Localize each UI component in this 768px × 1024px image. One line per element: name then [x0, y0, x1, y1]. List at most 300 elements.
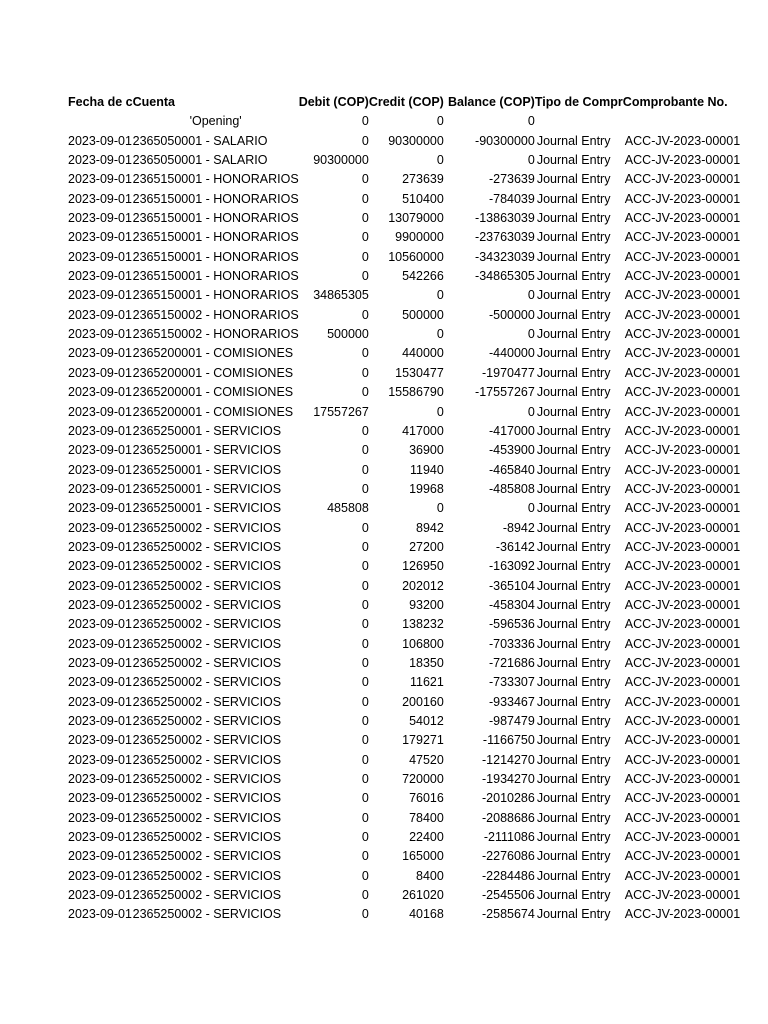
- cell-comprobante[interactable]: ACC-JV-2023-00001: [624, 714, 741, 728]
- cell-cuenta[interactable]: 2365250002 - SERVICIOS: [132, 791, 282, 806]
- cell-balance[interactable]: -8942: [502, 520, 535, 535]
- cell-balance[interactable]: 0: [527, 288, 535, 303]
- cell-comprobante[interactable]: ACC-JV-2023-00001: [624, 559, 741, 574]
- cell-credit[interactable]: 93200: [409, 597, 444, 612]
- cell-credit[interactable]: 1530477: [395, 365, 444, 380]
- cell-debit[interactable]: 0: [361, 617, 369, 632]
- cell-debit[interactable]: 34865305: [313, 288, 369, 303]
- cell-cuenta[interactable]: 2365250002 - SERVICIOS: [132, 636, 282, 651]
- cell-tipo[interactable]: Journal Entry: [536, 539, 611, 554]
- cell-credit[interactable]: 15586790: [388, 385, 444, 400]
- cell-debit[interactable]: 500000: [327, 327, 369, 342]
- cell-debit[interactable]: 0: [361, 868, 369, 883]
- cell-tipo[interactable]: Journal Entry: [536, 365, 611, 380]
- cell-debit[interactable]: 0: [361, 539, 369, 554]
- cell-balance[interactable]: -2088686: [482, 810, 535, 825]
- cell-fecha[interactable]: 2023-09-01: [68, 365, 132, 380]
- cell-debit[interactable]: 0: [361, 888, 369, 903]
- cell-fecha[interactable]: 2023-09-01: [68, 617, 132, 632]
- cell-balance[interactable]: -500000: [488, 307, 535, 322]
- cell-credit[interactable]: 22400: [409, 830, 444, 845]
- cell-cuenta[interactable]: 2365250001 - SERVICIOS: [132, 443, 282, 458]
- cell-cuenta[interactable]: 2365250001 - SERVICIOS: [132, 501, 282, 516]
- cell-tipo[interactable]: Journal Entry: [536, 307, 611, 322]
- cell-fecha[interactable]: 2023-09-01: [68, 868, 132, 883]
- cell-credit[interactable]: 90300000: [388, 133, 444, 148]
- cell-balance[interactable]: -2284486: [482, 868, 535, 883]
- cell-fecha[interactable]: 2023-09-01: [68, 733, 132, 748]
- cell-debit[interactable]: 0: [361, 249, 369, 264]
- cell-debit[interactable]: 0: [361, 733, 369, 748]
- cell-fecha[interactable]: 2023-09-01: [68, 810, 132, 825]
- cell-fecha[interactable]: 2023-09-01: [68, 172, 132, 187]
- cell-comprobante[interactable]: ACC-JV-2023-00001: [624, 520, 741, 535]
- cell-cuenta[interactable]: 2365250002 - SERVICIOS: [132, 578, 282, 593]
- cell-debit[interactable]: 0: [361, 675, 369, 690]
- cell-tipo[interactable]: Journal Entry: [536, 385, 611, 400]
- cell-fecha[interactable]: 2023-09-01: [68, 443, 132, 458]
- cell-tipo[interactable]: Journal Entry: [536, 191, 611, 206]
- cell-balance[interactable]: -17557267: [475, 385, 535, 400]
- header-cuenta[interactable]: Cuenta: [132, 95, 175, 109]
- header-debit[interactable]: Debit (COP): [298, 95, 369, 109]
- cell-fecha[interactable]: 2023-09-01: [68, 230, 132, 245]
- cell-cuenta[interactable]: 2365200001 - COMISIONES: [132, 404, 294, 419]
- cell-balance[interactable]: -2111086: [483, 830, 535, 845]
- cell-comprobante[interactable]: ACC-JV-2023-00001: [624, 230, 741, 245]
- cell-comprobante[interactable]: ACC-JV-2023-00001: [624, 481, 741, 496]
- cell-comprobante[interactable]: ACC-JV-2023-00001: [624, 191, 741, 206]
- cell-comprobante[interactable]: ACC-JV-2023-00001: [624, 733, 741, 748]
- cell-cuenta[interactable]: 2365150001 - HONORARIOS: [132, 269, 299, 284]
- cell-comprobante[interactable]: ACC-JV-2023-00001: [624, 443, 741, 458]
- cell-fecha[interactable]: 2023-09-01: [68, 636, 132, 651]
- cell-debit[interactable]: 0: [361, 211, 369, 226]
- cell-debit[interactable]: 0: [361, 714, 369, 728]
- cell-balance[interactable]: -2010286: [482, 791, 535, 806]
- cell-debit[interactable]: 0: [361, 423, 369, 438]
- cell-tipo[interactable]: Journal Entry: [536, 404, 611, 419]
- cell-tipo[interactable]: Journal Entry: [536, 752, 611, 767]
- cell-cuenta[interactable]: 2365250002 - SERVICIOS: [132, 617, 282, 632]
- cell-debit[interactable]: 0: [361, 791, 369, 806]
- cell-tipo[interactable]: Journal Entry: [536, 443, 611, 458]
- opening-comprobante[interactable]: [623, 112, 740, 131]
- cell-cuenta[interactable]: 2365250001 - SERVICIOS: [132, 423, 282, 438]
- cell-comprobante[interactable]: ACC-JV-2023-00001: [624, 791, 741, 806]
- cell-balance[interactable]: 0: [527, 404, 535, 419]
- cell-balance[interactable]: 0: [527, 327, 535, 342]
- cell-comprobante[interactable]: ACC-JV-2023-00001: [624, 752, 741, 767]
- cell-cuenta[interactable]: 2365250002 - SERVICIOS: [132, 810, 282, 825]
- cell-cuenta[interactable]: 2365150002 - HONORARIOS: [132, 307, 299, 322]
- cell-debit[interactable]: 90300000: [313, 153, 369, 168]
- cell-credit[interactable]: 47520: [409, 752, 444, 767]
- cell-tipo[interactable]: Journal Entry: [536, 636, 611, 651]
- cell-tipo[interactable]: Journal Entry: [536, 481, 611, 496]
- cell-comprobante[interactable]: ACC-JV-2023-00001: [624, 675, 741, 690]
- cell-tipo[interactable]: Journal Entry: [536, 733, 611, 748]
- cell-cuenta[interactable]: 2365150001 - HONORARIOS: [132, 172, 299, 187]
- cell-balance[interactable]: -453900: [488, 443, 535, 458]
- cell-debit[interactable]: 0: [361, 597, 369, 612]
- opening-fecha[interactable]: [68, 112, 133, 131]
- cell-comprobante[interactable]: ACC-JV-2023-00001: [624, 597, 741, 612]
- cell-cuenta[interactable]: 2365250002 - SERVICIOS: [132, 714, 282, 728]
- cell-debit[interactable]: 0: [361, 462, 369, 477]
- cell-cuenta[interactable]: 2365150001 - HONORARIOS: [132, 211, 299, 226]
- cell-tipo[interactable]: Journal Entry: [536, 211, 611, 226]
- cell-cuenta[interactable]: 2365150001 - HONORARIOS: [132, 191, 299, 206]
- cell-credit[interactable]: 76016: [409, 791, 444, 806]
- cell-credit[interactable]: 202012: [402, 578, 444, 593]
- cell-debit[interactable]: 0: [361, 578, 369, 593]
- cell-balance[interactable]: -1970477: [482, 365, 535, 380]
- cell-cuenta[interactable]: 2365250002 - SERVICIOS: [132, 888, 282, 903]
- cell-fecha[interactable]: 2023-09-01: [68, 888, 132, 903]
- cell-debit[interactable]: 0: [361, 636, 369, 651]
- cell-credit[interactable]: 440000: [402, 346, 444, 361]
- opening-tipo[interactable]: [535, 112, 623, 131]
- cell-cuenta[interactable]: 2365250002 - SERVICIOS: [132, 520, 282, 535]
- cell-debit[interactable]: 0: [361, 907, 369, 922]
- cell-cuenta[interactable]: 2365250002 - SERVICIOS: [132, 694, 282, 709]
- cell-balance[interactable]: -440000: [488, 346, 535, 361]
- cell-debit[interactable]: 0: [361, 810, 369, 825]
- cell-credit[interactable]: 36900: [409, 443, 444, 458]
- cell-cuenta[interactable]: 2365250001 - SERVICIOS: [132, 481, 282, 496]
- cell-fecha[interactable]: 2023-09-01: [68, 423, 132, 438]
- cell-fecha[interactable]: 2023-09-01: [68, 385, 132, 400]
- cell-fecha[interactable]: 2023-09-01: [68, 269, 132, 284]
- cell-tipo[interactable]: Journal Entry: [536, 655, 611, 670]
- cell-tipo[interactable]: Journal Entry: [536, 791, 611, 806]
- cell-comprobante[interactable]: ACC-JV-2023-00001: [624, 539, 741, 554]
- cell-credit[interactable]: 11621: [409, 675, 444, 690]
- cell-fecha[interactable]: 2023-09-01: [68, 481, 132, 496]
- cell-fecha[interactable]: 2023-09-01: [68, 346, 132, 361]
- cell-fecha[interactable]: 2023-09-01: [68, 153, 132, 168]
- cell-tipo[interactable]: Journal Entry: [536, 597, 611, 612]
- cell-comprobante[interactable]: ACC-JV-2023-00001: [624, 830, 741, 845]
- cell-credit[interactable]: 126950: [402, 559, 444, 574]
- cell-cuenta[interactable]: 2365250002 - SERVICIOS: [132, 733, 282, 748]
- cell-comprobante[interactable]: ACC-JV-2023-00001: [624, 385, 741, 400]
- cell-balance[interactable]: -2545506: [482, 888, 535, 903]
- header-comprobante[interactable]: Comprobante No.: [622, 95, 728, 109]
- cell-balance[interactable]: -721686: [488, 655, 535, 670]
- cell-balance[interactable]: -417000: [488, 423, 535, 438]
- cell-debit[interactable]: 0: [361, 559, 369, 574]
- cell-debit[interactable]: 0: [361, 269, 369, 284]
- cell-tipo[interactable]: Journal Entry: [536, 830, 611, 845]
- cell-tipo[interactable]: Journal Entry: [536, 269, 611, 284]
- cell-balance[interactable]: -365104: [488, 578, 535, 593]
- cell-credit[interactable]: 10560000: [388, 249, 444, 264]
- cell-tipo[interactable]: Journal Entry: [536, 578, 611, 593]
- cell-cuenta[interactable]: 2365250002 - SERVICIOS: [132, 752, 282, 767]
- cell-debit[interactable]: 0: [361, 191, 369, 206]
- header-credit[interactable]: Credit (COP): [368, 95, 444, 109]
- opening-label[interactable]: 'Opening': [189, 114, 242, 129]
- cell-credit[interactable]: 510400: [402, 191, 444, 206]
- cell-fecha[interactable]: 2023-09-01: [68, 597, 132, 612]
- cell-comprobante[interactable]: ACC-JV-2023-00001: [624, 907, 741, 922]
- cell-cuenta[interactable]: 2365150001 - HONORARIOS: [132, 230, 299, 245]
- cell-tipo[interactable]: Journal Entry: [536, 907, 611, 922]
- cell-credit[interactable]: 165000: [402, 849, 444, 864]
- cell-cuenta[interactable]: 2365250002 - SERVICIOS: [132, 675, 282, 690]
- cell-debit[interactable]: 0: [361, 772, 369, 787]
- cell-credit[interactable]: 19968: [409, 481, 444, 496]
- cell-cuenta[interactable]: 2365050001 - SALARIO: [132, 133, 268, 148]
- cell-fecha[interactable]: 2023-09-01: [68, 404, 132, 419]
- cell-balance[interactable]: -596536: [488, 617, 535, 632]
- cell-comprobante[interactable]: ACC-JV-2023-00001: [624, 133, 741, 148]
- cell-fecha[interactable]: 2023-09-01: [68, 752, 132, 767]
- cell-tipo[interactable]: Journal Entry: [536, 810, 611, 825]
- cell-tipo[interactable]: Journal Entry: [536, 849, 611, 864]
- header-fecha[interactable]: Fecha de c: [68, 95, 133, 109]
- cell-debit[interactable]: 0: [361, 849, 369, 864]
- cell-cuenta[interactable]: 2365250002 - SERVICIOS: [132, 597, 282, 612]
- cell-cuenta[interactable]: 2365250001 - SERVICIOS: [132, 462, 282, 477]
- cell-tipo[interactable]: Journal Entry: [536, 520, 611, 535]
- cell-tipo[interactable]: Journal Entry: [536, 675, 611, 690]
- cell-debit[interactable]: 485808: [327, 501, 369, 516]
- cell-comprobante[interactable]: ACC-JV-2023-00001: [624, 617, 741, 632]
- cell-balance[interactable]: -458304: [488, 597, 535, 612]
- cell-comprobante[interactable]: ACC-JV-2023-00001: [624, 501, 741, 516]
- cell-tipo[interactable]: Journal Entry: [536, 172, 611, 187]
- cell-balance[interactable]: 0: [527, 501, 535, 516]
- cell-tipo[interactable]: Journal Entry: [536, 288, 611, 303]
- cell-comprobante[interactable]: ACC-JV-2023-00001: [624, 655, 741, 670]
- cell-credit[interactable]: 261020: [402, 888, 444, 903]
- cell-credit[interactable]: 27200: [409, 539, 444, 554]
- cell-balance[interactable]: -23763039: [475, 230, 535, 245]
- cell-comprobante[interactable]: ACC-JV-2023-00001: [624, 423, 741, 438]
- header-tipo[interactable]: Tipo de Compr: [534, 95, 623, 109]
- cell-tipo[interactable]: Journal Entry: [536, 559, 611, 574]
- cell-credit[interactable]: 11940: [409, 462, 444, 477]
- cell-debit[interactable]: 0: [361, 365, 369, 380]
- cell-debit[interactable]: 0: [361, 830, 369, 845]
- cell-balance[interactable]: -2276086: [482, 849, 535, 864]
- cell-tipo[interactable]: Journal Entry: [536, 346, 611, 361]
- cell-debit[interactable]: 0: [361, 230, 369, 245]
- cell-balance[interactable]: -933467: [488, 694, 535, 709]
- cell-debit[interactable]: 0: [361, 346, 369, 361]
- cell-comprobante[interactable]: ACC-JV-2023-00001: [624, 888, 741, 903]
- cell-fecha[interactable]: 2023-09-01: [68, 462, 132, 477]
- cell-fecha[interactable]: 2023-09-01: [68, 675, 132, 690]
- cell-comprobante[interactable]: ACC-JV-2023-00001: [624, 694, 741, 709]
- cell-credit[interactable]: 542266: [402, 269, 444, 284]
- cell-credit[interactable]: 273639: [402, 172, 444, 187]
- cell-balance[interactable]: -1934270: [482, 772, 535, 787]
- cell-fecha[interactable]: 2023-09-01: [68, 211, 132, 226]
- cell-fecha[interactable]: 2023-09-01: [68, 133, 132, 148]
- cell-tipo[interactable]: Journal Entry: [536, 249, 611, 264]
- cell-credit[interactable]: 78400: [409, 810, 444, 825]
- cell-credit[interactable]: 106800: [402, 636, 444, 651]
- cell-cuenta[interactable]: 2365250002 - SERVICIOS: [132, 849, 282, 864]
- cell-tipo[interactable]: Journal Entry: [536, 327, 611, 342]
- cell-credit[interactable]: 0: [436, 153, 444, 168]
- cell-cuenta[interactable]: 2365200001 - COMISIONES: [132, 346, 294, 361]
- cell-tipo[interactable]: Journal Entry: [536, 133, 611, 148]
- opening-credit[interactable]: 0: [436, 114, 444, 129]
- cell-credit[interactable]: 0: [436, 288, 444, 303]
- cell-cuenta[interactable]: 2365200001 - COMISIONES: [132, 385, 294, 400]
- cell-tipo[interactable]: Journal Entry: [536, 230, 611, 245]
- cell-tipo[interactable]: Journal Entry: [536, 462, 611, 477]
- cell-credit[interactable]: 200160: [402, 694, 444, 709]
- opening-balance[interactable]: 0: [527, 114, 535, 129]
- cell-tipo[interactable]: Journal Entry: [536, 423, 611, 438]
- cell-credit[interactable]: 8942: [416, 520, 444, 535]
- cell-fecha[interactable]: 2023-09-01: [68, 578, 132, 593]
- cell-fecha[interactable]: 2023-09-01: [68, 501, 132, 516]
- cell-comprobante[interactable]: ACC-JV-2023-00001: [624, 462, 741, 477]
- cell-cuenta[interactable]: 2365150001 - HONORARIOS: [132, 288, 299, 303]
- cell-tipo[interactable]: Journal Entry: [536, 501, 611, 516]
- cell-cuenta[interactable]: 2365200001 - COMISIONES: [132, 365, 294, 380]
- cell-comprobante[interactable]: ACC-JV-2023-00001: [624, 810, 741, 825]
- cell-comprobante[interactable]: ACC-JV-2023-00001: [624, 211, 741, 226]
- cell-comprobante[interactable]: ACC-JV-2023-00001: [624, 269, 741, 284]
- cell-balance[interactable]: -2585674: [482, 907, 535, 922]
- cell-comprobante[interactable]: ACC-JV-2023-00001: [624, 327, 741, 342]
- cell-tipo[interactable]: Journal Entry: [536, 772, 611, 787]
- cell-balance[interactable]: -90300000: [475, 133, 535, 148]
- cell-comprobante[interactable]: ACC-JV-2023-00001: [624, 172, 741, 187]
- cell-fecha[interactable]: 2023-09-01: [68, 559, 132, 574]
- cell-debit[interactable]: 0: [361, 655, 369, 670]
- cell-fecha[interactable]: 2023-09-01: [68, 849, 132, 864]
- cell-cuenta[interactable]: 2365250002 - SERVICIOS: [132, 655, 282, 670]
- cell-tipo[interactable]: Journal Entry: [536, 868, 611, 883]
- cell-comprobante[interactable]: ACC-JV-2023-00001: [624, 868, 741, 883]
- cell-fecha[interactable]: 2023-09-01: [68, 307, 132, 322]
- cell-balance[interactable]: -13863039: [475, 211, 535, 226]
- cell-fecha[interactable]: 2023-09-01: [68, 791, 132, 806]
- cell-balance[interactable]: -1214270: [482, 752, 535, 767]
- cell-cuenta[interactable]: 2365050001 - SALARIO: [132, 153, 268, 168]
- cell-comprobante[interactable]: ACC-JV-2023-00001: [624, 365, 741, 380]
- cell-debit[interactable]: 0: [361, 172, 369, 187]
- opening-debit[interactable]: 0: [361, 114, 369, 129]
- cell-comprobante[interactable]: ACC-JV-2023-00001: [624, 636, 741, 651]
- cell-comprobante[interactable]: ACC-JV-2023-00001: [624, 249, 741, 264]
- cell-debit[interactable]: 0: [361, 443, 369, 458]
- cell-tipo[interactable]: Journal Entry: [536, 714, 611, 728]
- cell-debit[interactable]: 17557267: [313, 404, 369, 419]
- cell-balance[interactable]: -1166750: [482, 733, 535, 748]
- cell-credit[interactable]: 13079000: [388, 211, 444, 226]
- cell-credit[interactable]: 18350: [409, 655, 444, 670]
- cell-cuenta[interactable]: 2365250002 - SERVICIOS: [132, 559, 282, 574]
- cell-balance[interactable]: -34865305: [475, 269, 535, 284]
- cell-tipo[interactable]: Journal Entry: [536, 617, 611, 632]
- cell-cuenta[interactable]: 2365250002 - SERVICIOS: [132, 868, 282, 883]
- cell-credit[interactable]: 720000: [402, 772, 444, 787]
- cell-fecha[interactable]: 2023-09-01: [68, 714, 132, 728]
- cell-debit[interactable]: 0: [361, 694, 369, 709]
- cell-cuenta[interactable]: 2365250002 - SERVICIOS: [132, 539, 282, 554]
- cell-debit[interactable]: 0: [361, 520, 369, 535]
- cell-debit[interactable]: 0: [361, 481, 369, 496]
- cell-tipo[interactable]: Journal Entry: [536, 888, 611, 903]
- cell-balance[interactable]: -163092: [488, 559, 535, 574]
- cell-cuenta[interactable]: 2365250002 - SERVICIOS: [132, 907, 282, 922]
- cell-comprobante[interactable]: ACC-JV-2023-00001: [624, 849, 741, 864]
- cell-balance[interactable]: -784039: [488, 191, 535, 206]
- cell-comprobante[interactable]: ACC-JV-2023-00001: [624, 404, 741, 419]
- cell-balance[interactable]: -733307: [488, 675, 535, 690]
- cell-balance[interactable]: -987479: [488, 714, 535, 728]
- cell-balance[interactable]: -36142: [495, 539, 535, 554]
- cell-fecha[interactable]: 2023-09-01: [68, 772, 132, 787]
- cell-fecha[interactable]: 2023-09-01: [68, 191, 132, 206]
- cell-balance[interactable]: -34323039: [475, 249, 535, 264]
- cell-balance[interactable]: -703336: [488, 636, 535, 651]
- cell-comprobante[interactable]: ACC-JV-2023-00001: [624, 772, 741, 787]
- cell-fecha[interactable]: 2023-09-01: [68, 539, 132, 554]
- cell-fecha[interactable]: 2023-09-01: [68, 520, 132, 535]
- cell-comprobante[interactable]: ACC-JV-2023-00001: [624, 153, 741, 168]
- cell-debit[interactable]: 0: [361, 385, 369, 400]
- cell-fecha[interactable]: 2023-09-01: [68, 655, 132, 670]
- cell-balance[interactable]: 0: [527, 153, 535, 168]
- cell-credit[interactable]: 0: [436, 501, 444, 516]
- cell-fecha[interactable]: 2023-09-01: [68, 694, 132, 709]
- cell-credit[interactable]: 138232: [402, 617, 444, 632]
- cell-credit[interactable]: 0: [436, 404, 444, 419]
- cell-comprobante[interactable]: ACC-JV-2023-00001: [624, 578, 741, 593]
- cell-fecha[interactable]: 2023-09-01: [68, 907, 132, 922]
- cell-credit[interactable]: 417000: [402, 423, 444, 438]
- cell-credit[interactable]: 54012: [409, 714, 444, 728]
- cell-fecha[interactable]: 2023-09-01: [68, 830, 132, 845]
- cell-cuenta[interactable]: 2365250002 - SERVICIOS: [132, 830, 282, 845]
- cell-debit[interactable]: 0: [361, 307, 369, 322]
- cell-debit[interactable]: 0: [361, 133, 369, 148]
- cell-credit[interactable]: 40168: [409, 907, 444, 922]
- cell-fecha[interactable]: 2023-09-01: [68, 327, 132, 342]
- cell-cuenta[interactable]: 2365150002 - HONORARIOS: [132, 327, 299, 342]
- cell-cuenta[interactable]: 2365150001 - HONORARIOS: [132, 249, 299, 264]
- cell-comprobante[interactable]: ACC-JV-2023-00001: [624, 346, 741, 361]
- cell-cuenta[interactable]: 2365250002 - SERVICIOS: [132, 772, 282, 787]
- cell-credit[interactable]: 0: [436, 327, 444, 342]
- cell-balance[interactable]: -273639: [488, 172, 535, 187]
- cell-credit[interactable]: 500000: [402, 307, 444, 322]
- cell-comprobante[interactable]: ACC-JV-2023-00001: [624, 288, 741, 303]
- cell-comprobante[interactable]: ACC-JV-2023-00001: [624, 307, 741, 322]
- cell-tipo[interactable]: Journal Entry: [536, 694, 611, 709]
- cell-credit[interactable]: 8400: [416, 868, 444, 883]
- cell-balance[interactable]: -485808: [488, 481, 535, 496]
- header-balance[interactable]: Balance (COP): [447, 95, 535, 109]
- cell-fecha[interactable]: 2023-09-01: [68, 288, 132, 303]
- cell-tipo[interactable]: Journal Entry: [536, 153, 611, 168]
- cell-credit[interactable]: 9900000: [395, 230, 444, 245]
- cell-debit[interactable]: 0: [361, 752, 369, 767]
- cell-balance[interactable]: -465840: [488, 462, 535, 477]
- cell-fecha[interactable]: 2023-09-01: [68, 249, 132, 264]
